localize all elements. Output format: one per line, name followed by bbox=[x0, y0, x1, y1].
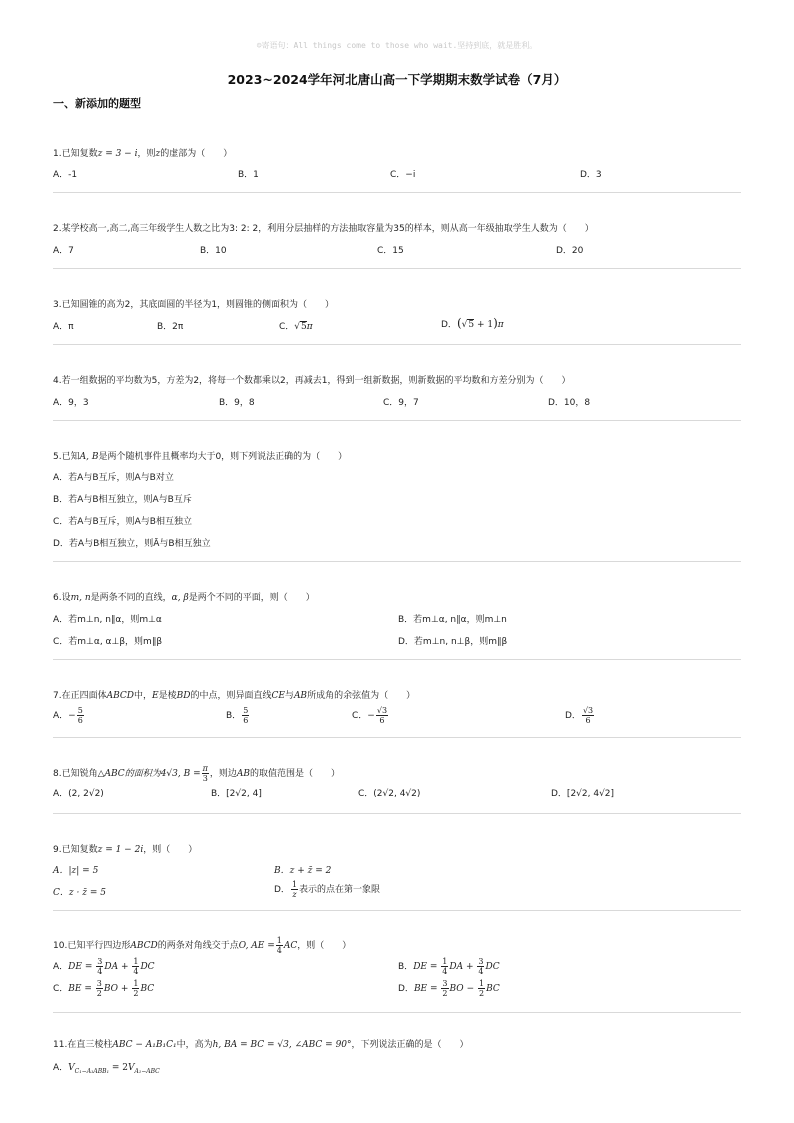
question-3-option-b[interactable]: B．2π bbox=[157, 322, 184, 332]
question-10-option-b[interactable]: B．DE = $\frac{1}{4}$ DA + $\frac{3}{4}$ DC bbox=[398, 957, 500, 976]
question-9-option-a[interactable]: A．|z| = 5 bbox=[53, 866, 99, 876]
question-3-option-c[interactable]: C．√5π bbox=[279, 322, 313, 332]
question-11-option-a[interactable]: A．$V_{C_1-A_1ABB_1} = 2V_{A_1-ABC}$ bbox=[53, 1063, 160, 1075]
exam-title: 2023~2024学年河北唐山高一下学期期末数学试卷（7月） bbox=[227, 72, 567, 87]
question-2-stem: 2.某学校高一,高二,高三年级学生人数之比为3: 2: 2，利用分层抽样的方法抽取容量为35的样本，则从高一年级抽取学生人数为（ ） bbox=[53, 224, 594, 234]
question-10-option-c[interactable]: C．BE = $\frac{3}{2}$ BO + $\frac{1}{2}$ BC bbox=[53, 979, 155, 998]
question-9-stem: 9.已知复数z = 1 − 2i，则（ ） bbox=[53, 845, 198, 855]
question-2-option-c[interactable]: C．15 bbox=[377, 246, 404, 256]
question-4-option-b[interactable]: B．9，8 bbox=[219, 398, 255, 408]
question-1-option-c[interactable]: C．−i bbox=[390, 170, 416, 180]
question-7-option-b[interactable]: B． $\frac{5}{6}$ bbox=[226, 706, 249, 725]
question-8-option-b[interactable]: B．[2√2, 4] bbox=[211, 789, 262, 799]
question-7-option-d[interactable]: D． $\frac{√3}{6}$ bbox=[565, 706, 594, 725]
divider bbox=[53, 1012, 741, 1013]
question-8-stem: 8.已知锐角△ABC的面积为4√3, B = $\frac{\pi}{3}$ ，则边AB的取值范围是（ ） bbox=[53, 764, 341, 783]
divider bbox=[53, 659, 741, 660]
question-2-option-b[interactable]: B．10 bbox=[200, 246, 227, 256]
question-8-option-d[interactable]: D．[2√2, 4√2] bbox=[551, 789, 615, 799]
divider bbox=[53, 813, 741, 814]
question-3-option-d[interactable]: D．(√5 + 1)π bbox=[441, 316, 504, 330]
question-4-option-c[interactable]: C．9，7 bbox=[383, 398, 419, 408]
question-9-option-d[interactable]: D． $\frac{1}{z}$ 表示的点在第一象限 bbox=[274, 880, 381, 899]
question-1-option-a[interactable]: A．-1 bbox=[53, 170, 78, 180]
divider bbox=[53, 420, 741, 421]
divider bbox=[53, 561, 741, 562]
question-9-option-b[interactable]: B．z + z̄ = 2 bbox=[274, 866, 332, 876]
section-heading: 一、新添加的题型 bbox=[53, 97, 141, 110]
question-8-option-a[interactable]: A．(2, 2√2) bbox=[53, 789, 104, 799]
question-5-option-a[interactable]: A．若A与B互斥，则A与B对立 bbox=[53, 473, 174, 483]
question-1-option-b[interactable]: B．1 bbox=[238, 170, 259, 180]
question-8-option-c[interactable]: C．(2√2, 4√2) bbox=[358, 789, 421, 799]
question-4-stem: 4.若一组数据的平均数为5，方差为2，将每一个数都乘以2，再减去1，得到一组新数据，则新数据的平均数和方差分别为（ ） bbox=[53, 376, 571, 386]
question-5-option-b[interactable]: B．若A与B相互独立，则A与B互斥 bbox=[53, 495, 192, 505]
question-2-option-a[interactable]: A．7 bbox=[53, 246, 74, 256]
question-4-option-a[interactable]: A．9，3 bbox=[53, 398, 89, 408]
question-6-option-c[interactable]: C．若m⊥α, α⊥β，则m∥β bbox=[53, 637, 163, 647]
divider bbox=[53, 268, 741, 269]
question-6-option-d[interactable]: D．若m⊥n, n⊥β，则m∥β bbox=[398, 637, 508, 647]
question-5-stem: 5.已知A, B是两个随机事件且概率均大于0，则下列说法正确的为（ ） bbox=[53, 452, 348, 462]
question-6-option-a[interactable]: A．若m⊥n, n∥α，则m⊥α bbox=[53, 615, 162, 625]
divider bbox=[53, 910, 741, 911]
question-3-stem: 3.已知圆锥的高为2，其底面圆的半径为1，则圆锥的侧面积为（ ） bbox=[53, 300, 335, 310]
question-6-option-b[interactable]: B．若m⊥α, n∥α，则m⊥n bbox=[398, 615, 507, 625]
divider bbox=[53, 737, 741, 738]
question-7-option-a[interactable]: A．− $\frac{5}{6}$ bbox=[53, 706, 83, 725]
question-10-stem: 10.已知平行四边形ABCD的两条对角线交于点O, AE = $\frac{1}{4}$ AC，则（ ） bbox=[53, 936, 352, 955]
question-5-option-d[interactable]: D．若A与B相互独立，则Ā与B相互独立 bbox=[53, 539, 211, 549]
question-1-stem: 1.已知复数z = 3 − i，则z的虚部为（ ） bbox=[53, 149, 233, 159]
question-4-option-d[interactable]: D．10，8 bbox=[548, 398, 591, 408]
question-6-stem: 6.设m, n是两条不同的直线，α, β是两个不同的平面，则（ ） bbox=[53, 593, 315, 603]
question-10-option-a[interactable]: A．DE = $\frac{3}{4}$ DA + $\frac{1}{4}$ DC bbox=[53, 957, 155, 976]
question-9-option-c[interactable]: C．z · z̄ = 5 bbox=[53, 888, 106, 898]
question-10-option-d[interactable]: D．BE = $\frac{3}{2}$ BO − $\frac{1}{2}$ BC bbox=[398, 979, 500, 998]
divider bbox=[53, 344, 741, 345]
question-7-stem: 7.在正四面体ABCD中，E是棱BD的中点，则异面直线CE与AB所成角的余弦值为（ ） bbox=[53, 691, 416, 701]
question-7-option-c[interactable]: C．− $\frac{√3}{6}$ bbox=[352, 706, 388, 725]
question-5-option-c[interactable]: C．若A与B互斥，则A与B相互独立 bbox=[53, 517, 192, 527]
question-2-option-d[interactable]: D．20 bbox=[556, 246, 584, 256]
motto-text: ☺寄语句：All things come to those who wait.坚持到底，就是胜利。 bbox=[256, 41, 538, 50]
question-3-option-a[interactable]: A．π bbox=[53, 322, 74, 332]
divider bbox=[53, 192, 741, 193]
question-1-option-d[interactable]: D．3 bbox=[580, 170, 602, 180]
question-11-stem: 11.在直三棱柱ABC − A₁B₁C₁中，高为h, BA = BC = √3, ∠ABC = 90°，下列说法正确的是（ ） bbox=[53, 1040, 469, 1050]
